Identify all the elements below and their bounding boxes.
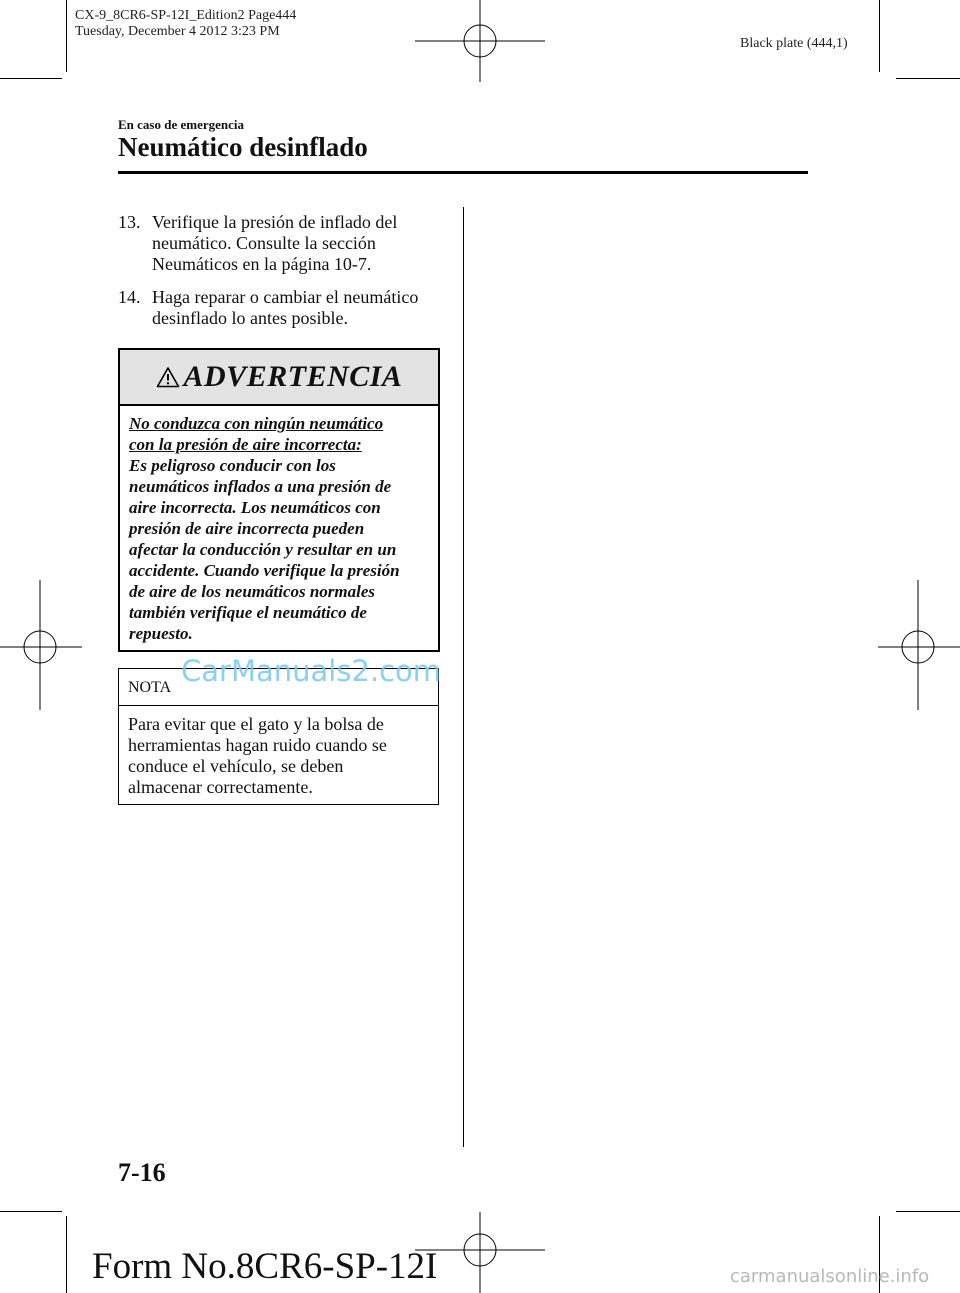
crop-mark xyxy=(66,0,67,72)
section-label: En caso de emergencia xyxy=(118,117,245,132)
warning-box xyxy=(118,348,440,652)
note-box xyxy=(118,668,439,805)
warning-title: ADVERTENCIA xyxy=(183,360,403,393)
step-13 xyxy=(118,212,448,275)
title-rule xyxy=(118,171,808,174)
registration-mark-right xyxy=(878,580,960,710)
column-divider xyxy=(463,207,464,1147)
page-title: Neumático desinflado xyxy=(118,132,368,162)
warning-text-line: repuesto. xyxy=(129,624,193,643)
warning-text-line: también verifique el neumático de xyxy=(129,603,367,622)
warning-text-line: neumáticos inflados a una presión de xyxy=(129,477,392,496)
registration-mark-top xyxy=(415,0,545,82)
crop-mark xyxy=(896,78,960,79)
note-text-line: Para evitar que el gato y la bolsa de xyxy=(128,714,384,734)
footer-url: carmanualsonline.info xyxy=(730,1266,930,1287)
step-number: 14. xyxy=(118,287,141,307)
warning-heading-line: con la presión de aire incorrecta: xyxy=(129,435,362,454)
note-text-line: almacenar correctamente. xyxy=(128,777,313,797)
step-text: neumático. Consulte la sección xyxy=(152,233,376,253)
crop-mark xyxy=(0,78,62,79)
warning-text-line: presión de aire incorrecta pueden xyxy=(129,519,365,538)
warning-triangle-icon xyxy=(156,366,180,388)
warning-text-line: afectar la conducción y resultar en un xyxy=(129,540,397,559)
warning-text-line: accidente. Cuando verifique la presión xyxy=(129,561,400,580)
print-date-line: Tuesday, December 4 2012 3:23 PM xyxy=(75,24,280,39)
registration-mark-left xyxy=(0,580,82,710)
step-text: Verifique la presión de inflado del xyxy=(152,212,398,232)
black-plate-label: Black plate (444,1) xyxy=(740,36,848,51)
crop-mark xyxy=(66,1216,67,1293)
warning-header xyxy=(120,350,438,406)
note-text-line: herramientas hagan ruido cuando se xyxy=(128,735,387,755)
step-14 xyxy=(118,287,448,329)
note-text-line: conduce el vehículo, se deben xyxy=(128,756,344,776)
crop-mark xyxy=(0,1211,62,1212)
warning-text-line: Es peligroso conducir con los xyxy=(129,456,336,475)
page-number: 7-16 xyxy=(118,1158,166,1187)
warning-text-line: de aire de los neumáticos normales xyxy=(129,582,376,601)
note-body xyxy=(128,714,387,798)
step-number: 13. xyxy=(118,212,141,232)
crop-mark xyxy=(879,0,880,72)
warning-heading-line: No conduzca con ningún neumático xyxy=(129,414,384,433)
crop-mark xyxy=(896,1211,960,1212)
step-text: Haga reparar o cambiar el neumático xyxy=(152,287,419,307)
step-text: Neumáticos en la página 10-7. xyxy=(152,254,372,274)
print-job-line: CX-9_8CR6-SP-12I_Edition2 Page444 xyxy=(75,8,297,23)
step-text: desinflado lo antes posible. xyxy=(152,308,348,328)
form-number: Form No.8CR6-SP-12I xyxy=(92,1246,438,1287)
watermark-logo: CarManuals2.com xyxy=(181,654,442,688)
warning-text-line: aire incorrecta. Los neumáticos con xyxy=(129,498,381,517)
warning-body xyxy=(129,413,435,644)
note-title: NOTA xyxy=(128,679,172,696)
